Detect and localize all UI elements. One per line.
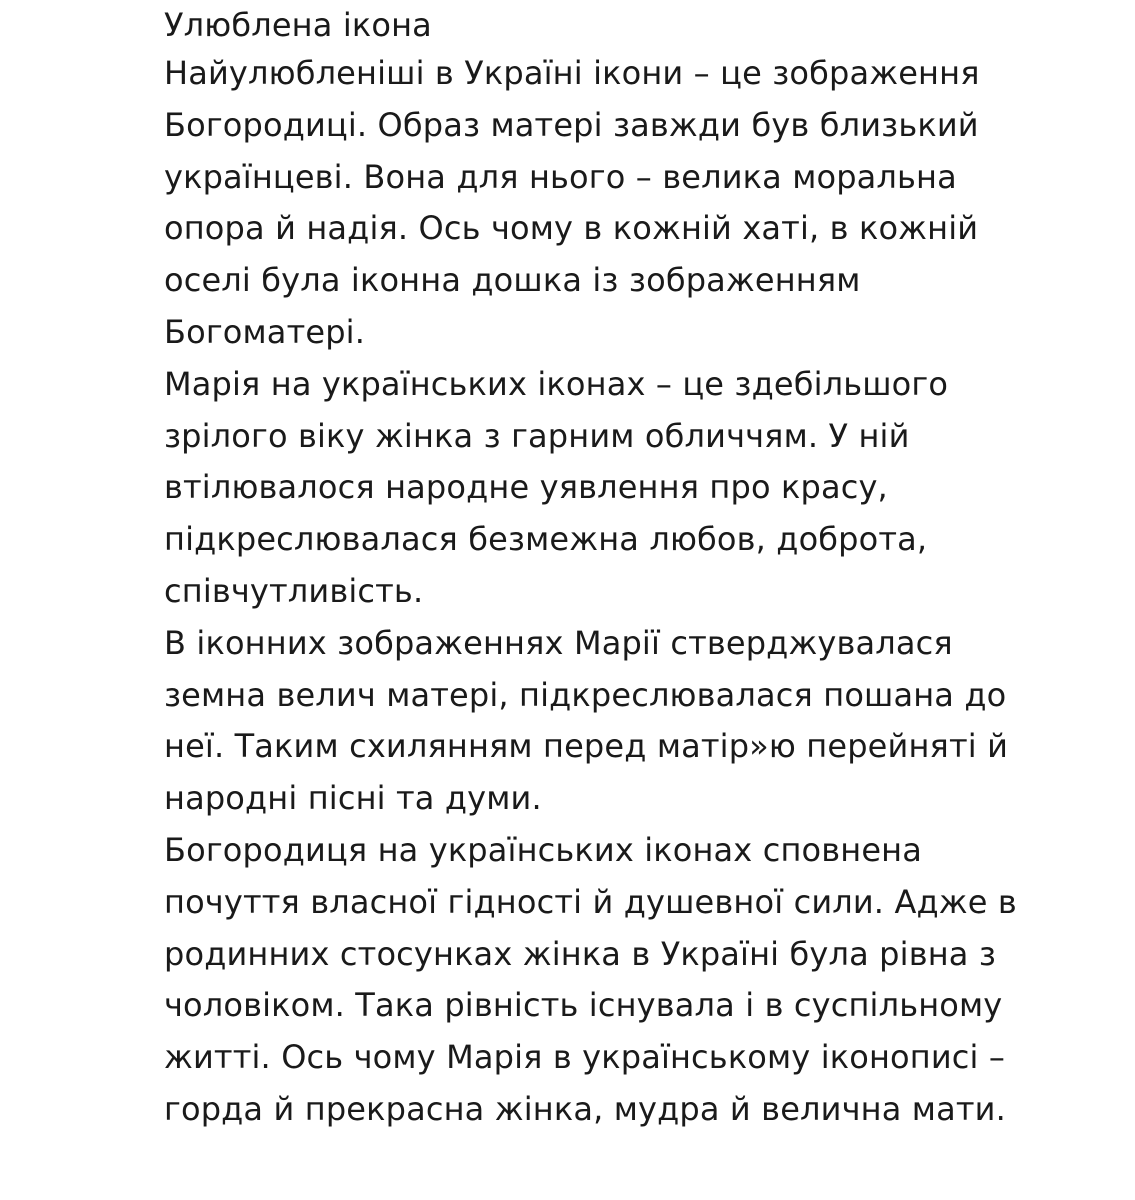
text-line: почуття власної гідності й душевної сили. Адже в [164,882,1017,921]
document-text [164,2,1064,1136]
text-line: В іконних зображеннях Марії стверджувалася [164,623,953,662]
text-line: Найулюбленіші в Україні ікони – це зображення [164,54,980,92]
text-line: неї. Таким схилянням перед матір»ю перейняті й [164,727,1009,766]
text-line: Марія на українських іконах – це здебільшого [164,364,949,403]
text-line: оселі була іконна дошка із зображенням [164,261,861,300]
text-line: родинних стосунках жінка в Україні була рівна з [164,934,997,973]
text-line: зрілого віку жінка з гарним обличчям. У ній [164,416,910,455]
text-line: чоловіком. Така рівність існувала і в суспільному [164,986,1003,1025]
document-title: Улюблена ікона [164,6,432,44]
text-line: Богоматері. [164,312,366,351]
text-line: співчутливість. [164,571,424,610]
text-line: Богородиця на українських іконах сповнена [164,830,923,869]
text-line: українцеві. Вона для нього – велика моральна [164,157,957,196]
text-line: підкреслювалася безмежна любов, доброта, [164,520,928,559]
text-line: Богородиці. Образ матері завжди був близький [164,105,979,144]
text-line: втілювалося народне уявлення про красу, [164,468,888,507]
text-line: народні пісні та думи. [164,779,542,818]
text-line: опора й надія. Ось чому в кожній хаті, в кожній [164,209,979,248]
text-line: земна велич матері, підкреслювалася пошана до [164,675,1007,714]
text-line: житті. Ось чому Марія в українському іконописі – [164,1038,1006,1077]
text-line: горда й прекрасна жінка, мудра й велична мати. [164,1089,1006,1128]
